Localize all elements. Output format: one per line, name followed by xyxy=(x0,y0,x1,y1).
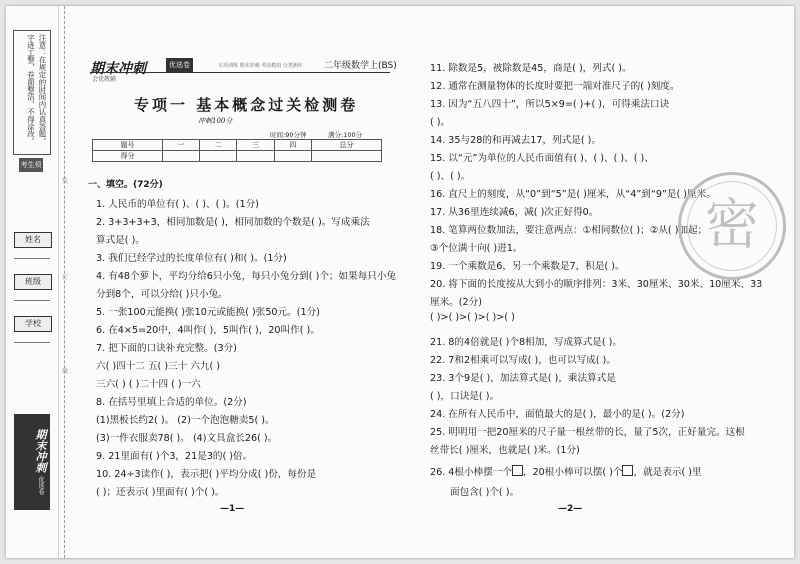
question-line: 18. 笔算两位数加法，要注意两点：①相同数位( )；②从( )加起； xyxy=(430,225,708,236)
question-line: 丝带长( )厘米，也就是( )米。(1分) xyxy=(430,445,580,456)
question-line: 1. 人民币的单位有( )、( )、( )。(1分) xyxy=(96,199,259,210)
question-line: 3. 我们已经学过的长度单位有( )和( )。(1分) xyxy=(96,253,287,264)
brand-tag: 优选卷 xyxy=(166,58,193,72)
grade-label: 二年级数学上(BS) xyxy=(324,61,397,71)
question-line: 8. 在括号里填上合适的单位。(2分) xyxy=(96,397,247,408)
score-entry[interactable] xyxy=(237,151,274,162)
question-26 xyxy=(430,464,702,478)
name-field-line[interactable] xyxy=(14,258,50,259)
page-title: 专项一 基本概念过关检测卷 xyxy=(134,96,359,114)
binding-strip xyxy=(6,6,59,558)
strip-logo-sub: 优选卷 xyxy=(37,476,44,495)
question-line: 5. 一张100元能换( )张10元或能换( )张50元。(1分) xyxy=(96,307,320,318)
section-heading: 一、填空。(72分) xyxy=(88,180,163,190)
name-field-label: 姓名 xyxy=(14,232,52,248)
cut-mark-3: 线 xyxy=(62,368,69,375)
page-number-left: —1— xyxy=(220,504,245,514)
score-cell: 题号 xyxy=(93,140,163,151)
class-field-label: 班级 xyxy=(14,274,52,290)
notice-badge: 考生须知 xyxy=(19,158,43,172)
question-line: 4. 有48个萝卜，平均分给6只小兔，每只小兔分到( )个；如果每只小兔 xyxy=(96,271,397,282)
question-line: (1)黑板长约2( )。 (2)一个泡泡糖卖5( )。 xyxy=(96,415,275,426)
question-line: ③个位满十向( )进1。 xyxy=(430,243,523,254)
header-rule xyxy=(90,72,390,73)
class-field-line[interactable] xyxy=(14,300,50,301)
page-subtitle: 冲刺100分 xyxy=(198,117,233,125)
question-line: 13. 因为“五八四十”，所以5×9=( )+( )，可得乘法口诀 xyxy=(430,99,670,110)
question-line: 7. 把下面的口诀补充完整。(3分) xyxy=(96,343,237,354)
question-line: ( )；还表示( )里面有( )个( )。 xyxy=(96,487,225,498)
question-line: 21. 8的4倍就是( )个8相加，写成算式是( )。 xyxy=(430,337,623,348)
exam-sheet xyxy=(6,6,794,558)
question-line: 15. 以“元”为单位的人民币面值有( )、( )、( )、( )、 xyxy=(430,153,654,164)
page-number-right: —2— xyxy=(558,504,583,514)
question-line: 六( )四十二 五( )三十 六九( ) xyxy=(96,361,221,372)
score-entry[interactable] xyxy=(200,151,237,162)
score-cell: 一 xyxy=(162,140,199,151)
school-field-line[interactable] xyxy=(14,342,50,343)
question-line: 6. 在4×5=20中，4叫作( )，5叫作( )，20叫作( )。 xyxy=(96,325,320,336)
question-line: 20. 将下面的长度按从大到小的顺序排列：3米、30厘米、30米、10厘米、33 xyxy=(430,279,763,290)
school-field-label: 学校 xyxy=(14,316,52,332)
question-line: 24. 在所有人民币中，面值最大的是( )，最小的是( )。(2分) xyxy=(430,409,685,420)
time-limit: 时间:90分钟 xyxy=(270,131,307,139)
question-line: ( )，口诀是( )。 xyxy=(430,391,500,402)
score-table-score-row xyxy=(93,151,382,162)
question-line: 2. 3+3+3+3，相同加数是( )，相同加数的个数是( )。写成乘法 xyxy=(96,217,370,228)
question-line: 17. 从36里连续减6，减( )次正好得0。 xyxy=(430,207,599,218)
question-line: 9. 21里面有( )个3，21是3的( )倍。 xyxy=(96,451,253,462)
q26-part-b: ，20根小棒可以摆( )个 xyxy=(522,467,623,478)
strip-logo xyxy=(14,414,50,510)
question-line: 算式是( )。 xyxy=(96,235,145,246)
question-line: 厘米。(2分) xyxy=(430,297,482,308)
q26-part-c: ，就是表示( )里 xyxy=(633,467,702,478)
score-cell: 总分 xyxy=(312,140,382,151)
question-line: 14. 35与28的和再减去17，列式是( )。 xyxy=(430,135,601,146)
square-shape-icon xyxy=(622,465,633,476)
question-line: 面包含( )个( )。 xyxy=(450,487,520,498)
question-line: 三六( ) ( )二十四 ( )一六 xyxy=(96,379,201,390)
q26-part-a: 26. 4根小棒摆一个 xyxy=(430,467,512,478)
question-line: ( )、( )。 xyxy=(430,171,471,182)
brand-logo: 期末冲刺 xyxy=(90,61,146,77)
full-score: 满分:100分 xyxy=(328,131,363,139)
score-cell: 二 xyxy=(200,140,237,151)
score-entry[interactable] xyxy=(162,151,199,162)
score-cell: 四 xyxy=(274,140,311,151)
score-table xyxy=(92,139,382,162)
question-line: 12. 通常在测量物体的长度时要把一端对准尺子的( )刻度。 xyxy=(430,81,680,92)
brand-slogan: 专项训练 期末冲刺 考前模拟 分类测评 xyxy=(218,63,303,69)
question-line: 11. 除数是5，被除数是45，商是( )，列式( )。 xyxy=(430,63,632,74)
question-line: 22. 7和2相乘可以写成( )，也可以写成( )。 xyxy=(430,355,616,366)
square-shape-icon xyxy=(512,465,523,476)
question-line: 10. 24÷3读作( )，表示把( )平均分成( )份，每份是 xyxy=(96,469,317,480)
score-cell: 得分 xyxy=(93,151,163,162)
cut-mark-1: 装 xyxy=(62,178,69,185)
candidate-notice: 注意：在规定的时间内认真答题，字迹工整，卷面整洁，不得涂改。 xyxy=(13,30,51,155)
question-line: ( )。 xyxy=(430,117,451,128)
cut-line xyxy=(64,6,65,558)
question-line: 分到8个，可以分给( )只小兔。 xyxy=(96,289,228,300)
strip-logo-title: 期末冲刺 xyxy=(34,429,47,474)
score-entry[interactable] xyxy=(312,151,382,162)
question-line: ( )>( )>( )>( )>( ) xyxy=(430,312,515,323)
question-line: 19. 一个乘数是6，另一个乘数是7，积是( )。 xyxy=(430,261,625,272)
question-line: 16. 直尺上的刻度，从“0”到“5”是( )厘米，从“4”到“9”是( )厘米。 xyxy=(430,189,716,200)
question-line: (3)一件衣服卖78( )。 (4)文具盒长26( )。 xyxy=(96,433,278,444)
score-entry[interactable] xyxy=(274,151,311,162)
score-table-header-row xyxy=(93,140,382,151)
question-line: 25. 明明用一把20厘米的尺子量一根丝带的长，量了5次，正好量完。这根 xyxy=(430,427,745,438)
confidential-stamp: 密 xyxy=(678,172,786,280)
question-line: 23. 3个9是( )，加法算式是( )，乘法算式是 xyxy=(430,373,616,384)
score-cell: 三 xyxy=(237,140,274,151)
brand-sub: 会优教辅 xyxy=(92,76,117,83)
cut-mark-2: 订 xyxy=(62,274,69,281)
